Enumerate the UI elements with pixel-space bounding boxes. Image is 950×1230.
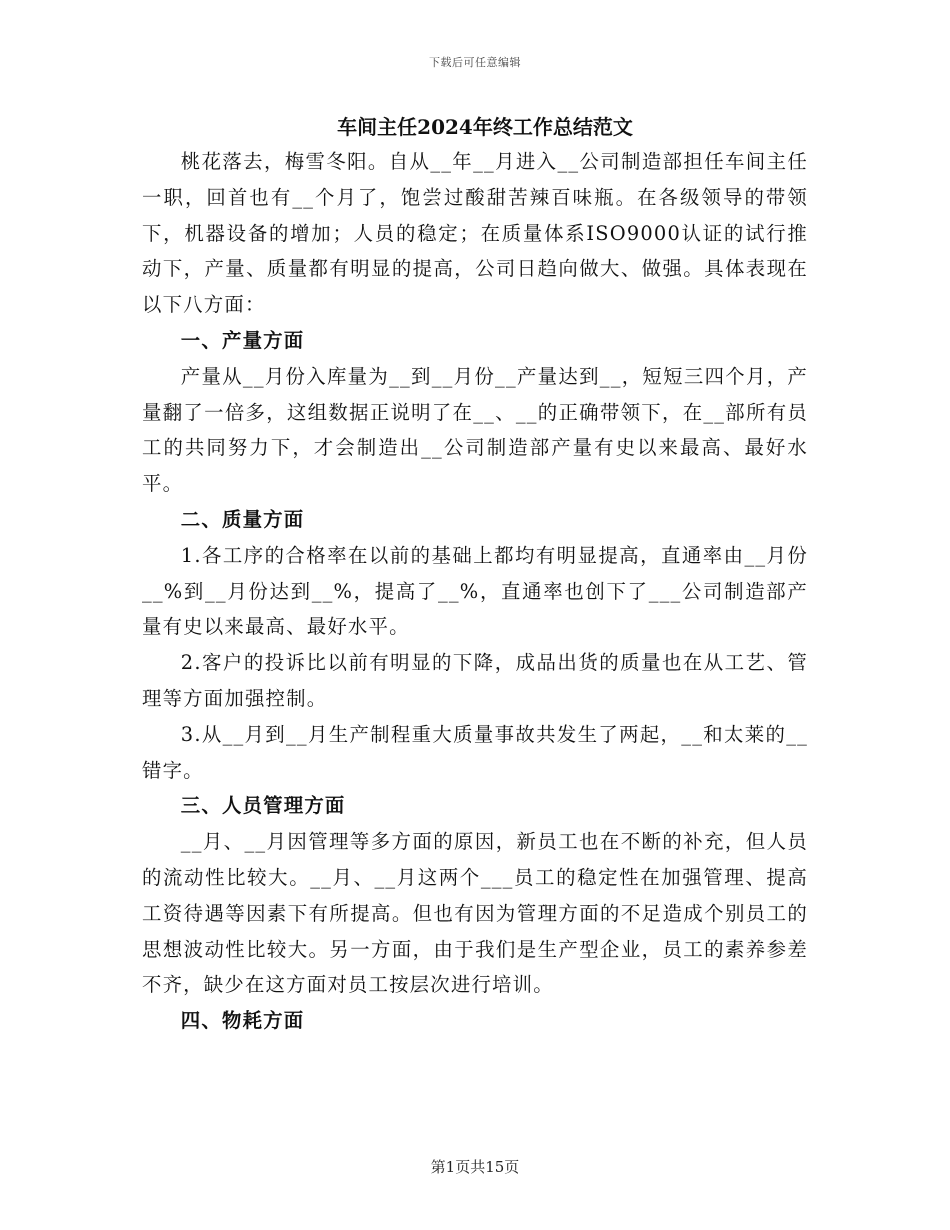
document-title: 车间主任2024年终工作总结范文: [337, 115, 633, 139]
intro-paragraph: 桃花落去，梅雪冬阳。自从__年__月进入__公司制造部担任车间主任一职，回首也有__个月了，饱尝过酸甜苦辣百味瓶。在各级领导的带领下，机器设备的增加；人员的稳定；在质量体系ISO9000认证的试行推动下，产量、质量都有明显的提高，公司日趋向做大、做强。具体表现在以下八方面：: [142, 150, 808, 317]
section-paragraph: 产量从__月份入库量为__到__月份__产量达到__，短短三四个月，产量翻了一倍多，这组数据正说明了在__、__的正确带领下，在__部所有员工的共同努力下，才会制造出__公司制造部产量有史以来最高、最好水平。: [142, 364, 808, 496]
section-materials: [142, 1003, 808, 1039]
section-heading: 四、物耗方面: [180, 1009, 305, 1033]
page-header-note: 下载后可任意编辑: [429, 56, 521, 69]
section-heading: 二、质量方面: [180, 507, 305, 531]
section-personnel: [142, 788, 808, 1003]
section-paragraph: 2.客户的投诉比以前有明显的下降，成品出货的质量也在从工艺、管理等方面加强控制。: [142, 651, 808, 710]
page-number: 第1页共15页: [430, 1158, 520, 1176]
section-paragraph: __月、__月因管理等多方面的原因，新员工也在不断的补充，但人员的流动性比较大。__月、__月这两个___员工的稳定性在加强管理、提高工资待遇等因素下有所提高。但也有因为管理方面的不足造成个别员工的思想波动性比较大。另一方面，由于我们是生产型企业，员工的素养参差不齐，缺少在这方面对员工按层次进行培训。: [142, 830, 808, 997]
section-paragraph: 1.各工序的合格率在以前的基础上都均有明显提高，直通率由__月份__%到__月份达到__%，提高了__%，直通率也创下了___公司制造部产量有史以来最高、最好水平。: [142, 543, 808, 639]
section-heading: 一、产量方面: [180, 328, 305, 352]
section-quality: [142, 502, 808, 788]
section-heading: 三、人员管理方面: [180, 794, 346, 818]
section-output: [142, 323, 808, 502]
section-paragraph: 3.从__月到__月生产制程重大质量事故共发生了两起，__和太莱的__错字。: [142, 722, 808, 782]
document-body: [142, 110, 808, 1039]
